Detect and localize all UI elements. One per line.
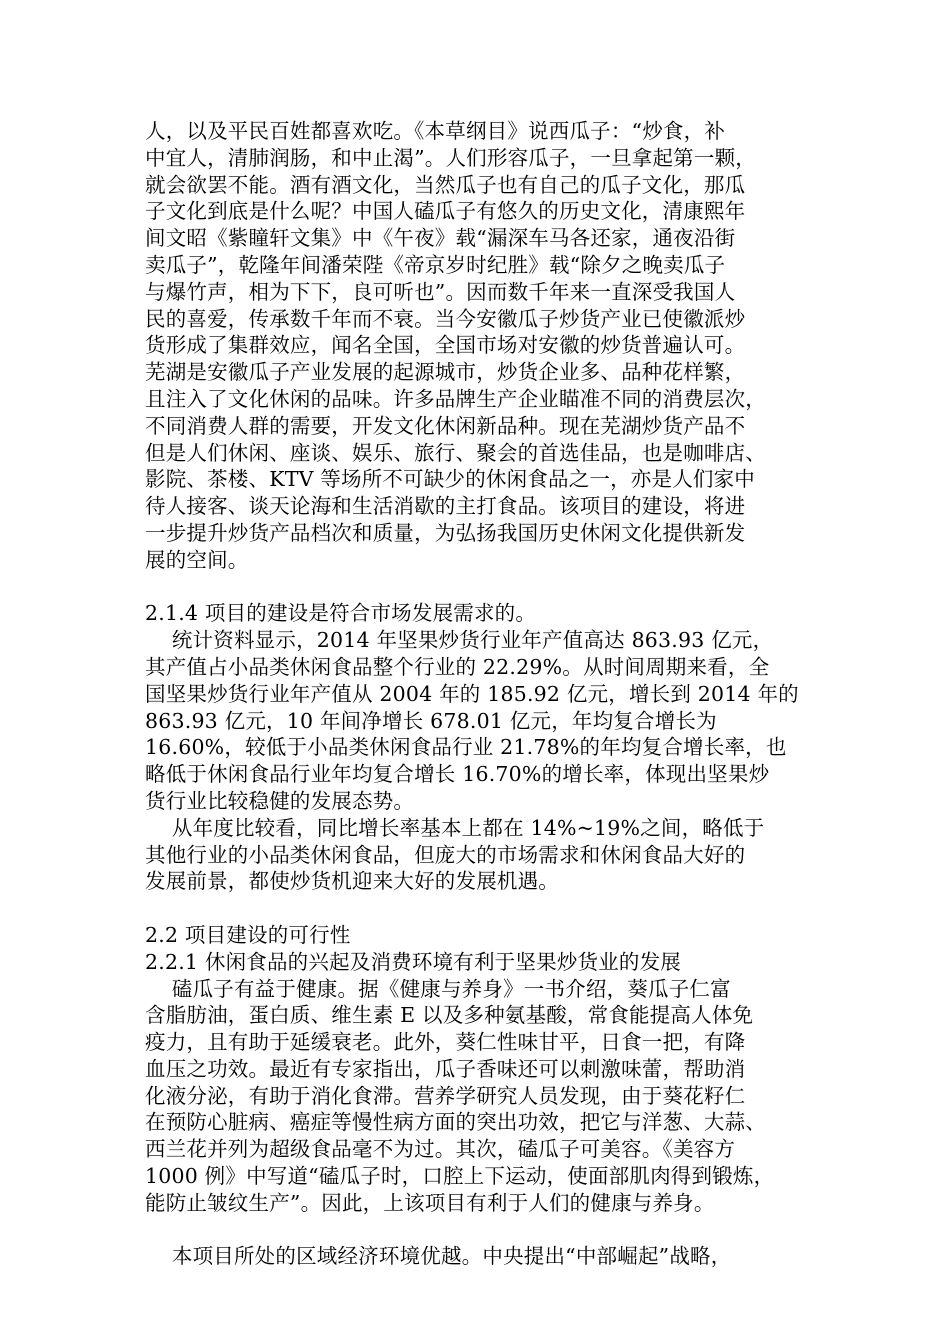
text-line: 磕瓜子有益于健康。据《健康与养身》一书介绍，葵瓜子仁富 [145,976,731,1001]
text-line: 863.93 亿元，10 年间净增长 678.01 亿元，年均复合增长为 [145,708,717,733]
blank-line [145,1217,825,1244]
text-line: 间文昭《紫瞳轩文集》中《午夜》载“漏深车马各还家，通夜沿街 [145,226,736,251]
text-line: 其产值占小品类休闲食品整个行业的 22.29%。从时间周期来看，全 [145,654,770,679]
text-line: 统计资料显示，2014 年坚果炒货行业年产值高达 863.93 亿元， [145,628,774,653]
text-line: 货行业比较稳健的发展态势。 [145,788,415,813]
text-line: 16.60%，较低于小品类休闲食品行业 21.78%的年均复合增长率，也 [145,735,787,760]
text-line: 血压之功效。最近有专家指出，瓜子香味还可以刺激味蕾，帮助消 [145,1056,746,1081]
text-line: 在预防心脏病、癌症等慢性病方面的突出功效，把它与洋葱、大蒜、 [145,1110,766,1135]
text-line: 从年度比较看，同比增长率基本上都在 14%~19%之间，略低于 [145,815,765,840]
text-line: 2.2 项目建设的可行性 [145,922,351,947]
text-line: 化液分泌，有助于消化食滞。营养学研究人员发现，由于葵花籽仁 [145,1083,746,1108]
text-line: 含脂肪油，蛋白质、维生素 E 以及多种氨基酸，常食能提高人体免 [145,1003,754,1028]
text-line: 发展前景，都使炒货机迎来大好的发展机遇。 [145,869,559,894]
text-line: 疫力，且有助于延缓衰老。此外，葵仁性味甘平，日食一把，有降 [145,1030,746,1055]
text-line: 2.1.4 项目的建设是符合市场发展需求的。 [145,601,537,626]
text-line: 货形成了集群效应，闻名全国，全国市场对安徽的炒货普遍认可。 [145,333,746,358]
text-line: 展的空间。 [145,547,249,572]
text-line: 西兰花并列为超级食品毫不为过。其次，磕瓜子可美容。《美容方 [145,1137,736,1162]
text-line: 中宜人，清肺润肠，和中止渴”。人们形容瓜子，一旦拿起第一颗， [145,145,756,170]
text-line: 本项目所处的区域经济环境优越。中央提出“中部崛起”战略， [145,1244,732,1269]
text-line: 人，以及平民百姓都喜欢吃。《本草纲目》说西瓜子：“炒食，补 [145,119,726,143]
text-line: 1000 例》中写道“磕瓜子时，口腔上下运动，使面部肌肉得到锻炼， [145,1164,775,1189]
blank-line [145,574,825,601]
text-line: 与爆竹声，相为下下，良可听也”。因而数千年来一直深受我国人 [145,279,736,304]
blank-line [145,895,825,922]
text-line: 能防止皱纹生产”。因此，上该项目有利于人们的健康与养身。 [145,1190,715,1215]
text-line: 民的喜爱，传承数千年而不衰。当今安徽瓜子炒货产业已使徽派炒 [145,306,746,331]
text-line: 一步提升炒货产品档次和质量，为弘扬我国历史休闲文化提供新发 [145,520,746,545]
text-line: 就会欲罢不能。酒有酒文化，当然瓜子也有自己的瓜子文化，那瓜 [145,172,746,197]
text-line: 且注入了文化休闲的品味。许多品牌生产企业瞄准不同的消费层次， [145,386,766,411]
text-line: 不同消费人群的需要，开发文化休闲新品种。现在芜湖炒货产品不 [145,413,746,438]
text-line: 但是人们休闲、座谈、娱乐、旅行、聚会的首选佳品，也是咖啡店、 [145,440,766,465]
text-line: 2.2.1 休闲食品的兴起及消费环境有利于坚果炒货业的发展 [145,949,681,974]
text-line: 国坚果炒货行业年产值从 2004 年的 185.92 亿元，增长到 2014 年的 [145,681,799,706]
text-line: 子文化到底是什么呢？中国人磕瓜子有悠久的历史文化，清康熙年 [145,199,746,224]
text-line: 略低于休闲食品行业年均复合增长 16.70%的增长率，体现出坚果炒 [145,762,770,787]
text-line: 芜湖是安徽瓜子产业发展的起源城市，炒货企业多、品种花样繁， [145,360,746,385]
text-line: 影院、茶楼、KTV 等场所不可缺少的休闲食品之一，亦是人们家中 [145,467,756,492]
document-body [145,118,825,1270]
text-line: 其他行业的小品类休闲食品，但庞大的市场需求和休闲食品大好的 [145,842,746,867]
text-line: 卖瓜子”，乾隆年间潘荣陛《帝京岁时纪胜》载“除夕之晚卖瓜子 [145,252,726,277]
text-line: 待人接客、谈天论海和生活消歇的主打食品。该项目的建设，将进 [145,494,746,519]
